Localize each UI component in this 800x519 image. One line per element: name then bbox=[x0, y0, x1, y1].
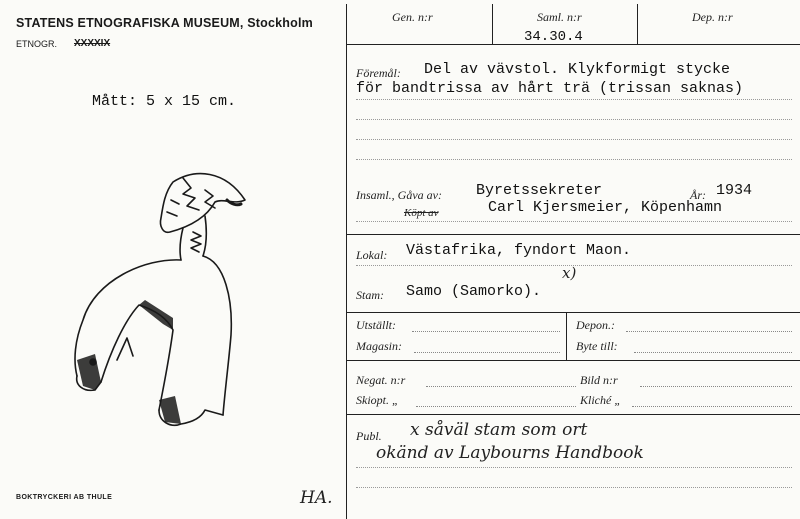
dep-label: Dep. n:r bbox=[692, 10, 733, 24]
storage-divider bbox=[566, 312, 567, 360]
depon-label: Depon.: bbox=[576, 318, 615, 332]
header-divider-2 bbox=[637, 4, 638, 44]
lokal-value: Västafrika, fyndort Maon. bbox=[406, 242, 632, 259]
etnogr-value: XXXXIX bbox=[74, 38, 111, 49]
storage-rule bbox=[346, 360, 800, 361]
insaml-line2: Carl Kjersmeier, Köpenhamn bbox=[488, 199, 723, 216]
stam-label: Stam: bbox=[356, 288, 384, 302]
utstallt-label: Utställt: bbox=[356, 318, 397, 332]
insaml-rule bbox=[346, 234, 800, 235]
saml-label: Saml. n:r bbox=[537, 10, 582, 24]
lokal-label: Lokal: bbox=[356, 248, 388, 262]
initials: HA. bbox=[300, 488, 333, 508]
stam-value: Samo (Samorko). bbox=[406, 283, 542, 300]
header-divider-1 bbox=[492, 4, 493, 44]
foremal-line2: för bandtrissa av hårt trä (trissan saknas) bbox=[356, 80, 744, 97]
saml-value: 34.30.4 bbox=[524, 29, 583, 45]
stam-rule bbox=[346, 312, 800, 313]
foremal-label: Föremål: bbox=[356, 66, 401, 80]
museum-name: STATENS ETNOGRAFISKA MUSEUM, Stockholm bbox=[16, 16, 313, 30]
ar-value: 1934 bbox=[716, 182, 753, 199]
insaml-line1: Byretssekreter bbox=[476, 182, 603, 199]
stam-mark: x) bbox=[562, 264, 577, 282]
ar-label: År: bbox=[690, 188, 706, 202]
printer-name: BOKTRYCKERI AB THULE bbox=[16, 494, 113, 501]
negat-rule bbox=[346, 414, 800, 415]
gen-label: Gen. n:r bbox=[392, 10, 433, 24]
publ-line1: x såväl stam som ort bbox=[410, 420, 588, 440]
publ-line2: okänd av Laybourns Handbook bbox=[376, 443, 644, 463]
magasin-label: Magasin: bbox=[356, 339, 402, 353]
bild-label: Bild n:r bbox=[580, 373, 618, 387]
insaml-struck: Köpt av bbox=[404, 207, 439, 219]
etnogr-label: ETNOGR. bbox=[16, 39, 58, 49]
skiopt-label: Skiopt. „ bbox=[356, 393, 399, 407]
foremal-line1: Del av vävstol. Klykformigt stycke bbox=[424, 61, 731, 78]
byte-till-label: Byte till: bbox=[576, 339, 618, 353]
negat-label: Negat. n:r bbox=[356, 373, 406, 387]
panel-left-border bbox=[346, 4, 347, 519]
artifact-drawing bbox=[55, 160, 255, 435]
publ-label: Publ. bbox=[356, 429, 382, 443]
measurement: Mått: 5 x 15 cm. bbox=[92, 93, 237, 110]
insaml-label: Insaml., Gåva av: bbox=[356, 188, 442, 202]
kliche-label: Kliché „ bbox=[580, 393, 621, 407]
